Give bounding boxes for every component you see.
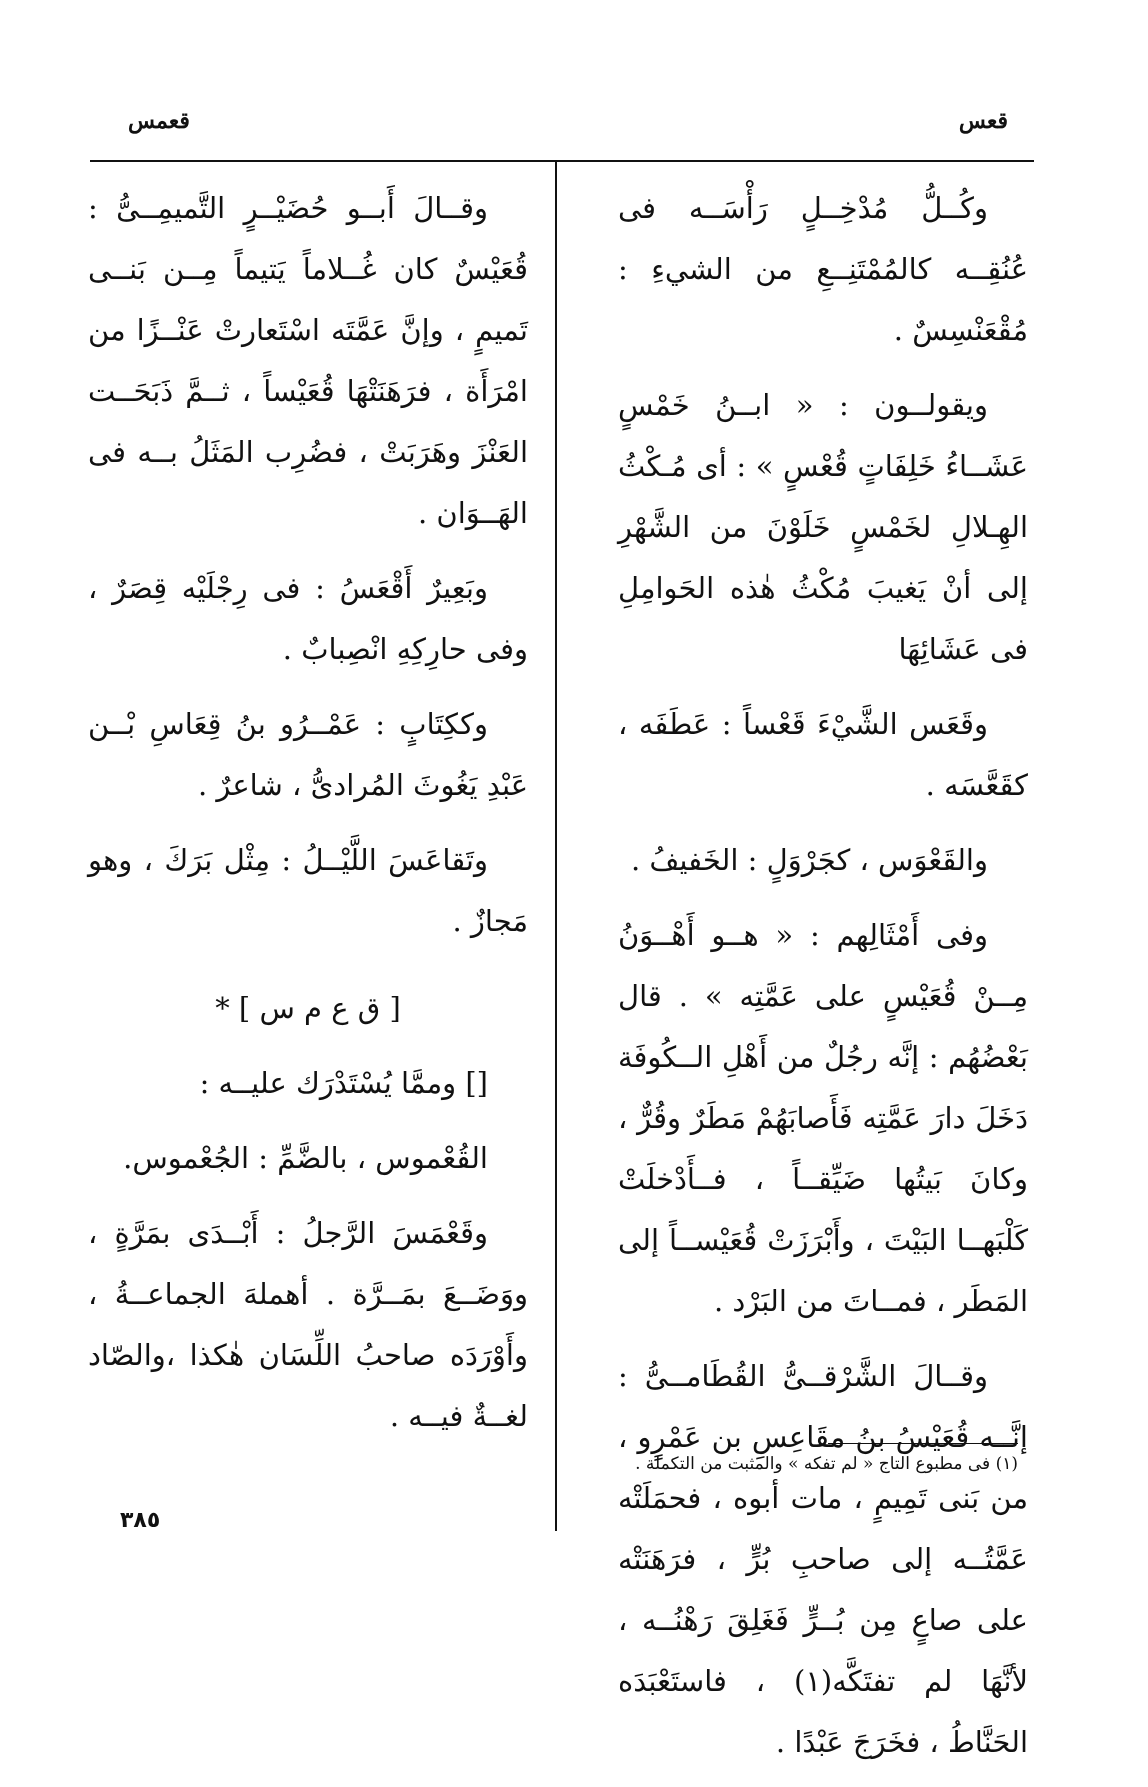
paragraph: وتَقاعَسَ اللَّيْــلُ : مِثْل بَرَكَ ، وهو مَجازٌ . [88, 843, 528, 938]
column-divider [555, 161, 557, 1531]
paragraph: وككِتَابٍ : عَمْــرُو بنُ قِعَاسِ بْــن عَبْدِ يَغُوثَ المُرادىُّ ، شاعرٌ . [88, 707, 528, 802]
header-rule [90, 160, 1034, 162]
page-number: ٣٨٥ [120, 1508, 161, 1533]
paragraph: ويقولــون : « ابــنُ خَمْسٍ عَشَــاءُ خَلِفَاتٍ قُعْسٍ » : أى مُـكْثُ الهِـلالِ لخَمْسٍ خَلَوْنَ من الشَّهْرِ إلى أنْ يَغيبَ مُكْثُ هٰذه الحَوامِلِ فى عَشَائِهَا [618, 388, 1028, 666]
running-header-right: قعس [958, 108, 1008, 134]
entry-heading: [ ق ع م س ] * [215, 991, 401, 1025]
left-column [88, 178, 528, 1461]
paragraph: وقَعَس الشَّيْءَ قَعْساً : عَطَفَه ، كقَعَّسَه . [618, 707, 1028, 802]
footnote-rule [828, 1443, 1018, 1444]
footnote: (١) فى مطبوع التاج « لم تفكه » والمثبت من التكملة . [635, 1454, 1018, 1474]
paragraph: وفى أَمْثَالِهم : « هــو أَهْــوَنُ مِــنْ قُعَيْسٍ على عَمَّتِه » . قال بَعْضُهُم : إنَّه رجُلٌ من أَهْلِ الــكُوفَة دَخَلَ دارَ عَمَّتِه فَأَصابَهُمْ مَطَرٌ وقُرٌّ ، وكانَ بَيتُها ضَيِّقــاً ، فــأَدْخلَتْ كَلْبَهــا البَيْتَ ، وأَبْرَزَتْ قُعَيْســاً إلى المَطَر ، فمــاتَ من البَرْد . [618, 918, 1028, 1318]
paragraph: القُعْموس ، بالضَّمِّ : الجُعْموس. [123, 1141, 488, 1175]
paragraph: وقــالَ الشَّرْقــىُّ القُطَامــىُّ : إنَّــه قُعَيْسُ بنُ مقَاعِسِ بن عَمْرٍو ، من بَنى تَمِيمٍ ، مات أبوه ، فحمَلَتْه عَمَّتُــه إلى صاحبِ بُرٍّ ، فرَهَنَتْه على صاعٍ مِن بُــرٍّ فَغَلِقَ رَهْنُــه ، لأنَّهَا لم تفتَكَّه(١) ، فاستَعْبَدَه الحَنَّاطُ ، فخَرَجَ عَبْدًا . [618, 1359, 1028, 1759]
paragraph: وكُــلُّ مُدْخِــلٍ رَأْسَــه فى عُنُقِــه كالمُمْتَنِــعِ من الشيءِ : مُقْعَنْسِسٌ . [618, 191, 1028, 347]
paragraph: والقَعْوَس ، كجَرْوَلٍ : الخَفيفُ . [630, 843, 988, 877]
right-column [618, 178, 1028, 1787]
running-header-left: قعمس [128, 108, 190, 134]
paragraph: [] وممَّا يُسْتَدْرَك عليــه : [199, 1066, 488, 1100]
paragraph: وقَعْمَسَ الرَّجلُ : أَبْــدَى بمَرَّةٍ ، ووَضَــعَ بمَــرَّة . أهملهَ الجماعــةُ ، وأَوْرَدَه صاحبُ اللِّسَان هٰكذا ،والصّاد لغــةٌ فيــه . [88, 1216, 528, 1433]
paragraph: وقــالَ أَبــو حُضَيْــرٍ التَّميمِــىُّ : قُعَيْسٌ كان غُــلاماً يَتيماً مِــن بَنــى تَميمٍ ، وإنَّ عَمَّتَه اسْتَعارتْ عَنْــزًا من امْرَأَة ، فرَهَنَتْهَا قُعَيْساً ، ثــمَّ ذَبَحَــت العَنْزَ وهَرَبَتْ ، فضُرِب المَثَلُ بــه فى الهَــوَان . [88, 191, 528, 530]
paragraph: وبَعِيرٌ أَقْعَسُ : فى رِجْلَيْه قِصَرٌ ، وفى حارِكِهِ انْصِبابٌ . [88, 571, 528, 666]
